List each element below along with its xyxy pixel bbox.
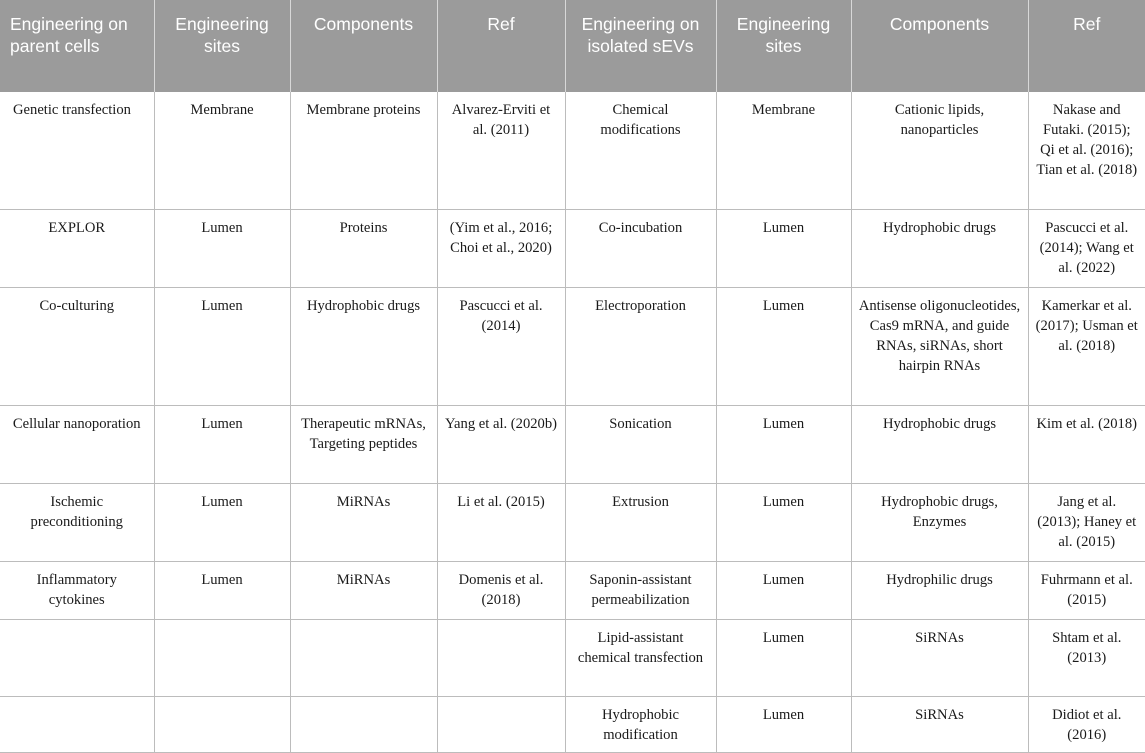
table-row [0, 561, 1145, 619]
table-cell: Li et al. (2015) [437, 483, 565, 561]
table-cell: Cellular nanoporation [0, 405, 154, 483]
table-cell [290, 696, 437, 752]
table-header [0, 0, 1145, 92]
table-cell: Pascucci et al. (2014) [437, 287, 565, 405]
table-cell: Cationic lipids, nanoparticles [851, 92, 1028, 209]
table-cell [437, 619, 565, 696]
table-cell: Didiot et al. (2016) [1028, 696, 1145, 752]
table-cell: Alvarez-Erviti et al. (2011) [437, 92, 565, 209]
header-row [0, 0, 1145, 92]
table-cell: Antisense oligonucleotides, Cas9 mRNA, and guide RNAs, siRNAs, short hairpin RNAs [851, 287, 1028, 405]
table-cell: Pascucci et al. (2014); Wang et al. (2022) [1028, 209, 1145, 287]
table-cell: Lumen [154, 287, 290, 405]
table-row [0, 209, 1145, 287]
table-cell: MiRNAs [290, 561, 437, 619]
table-cell: Therapeutic mRNAs, Targeting peptides [290, 405, 437, 483]
table-cell: Ischemic preconditioning [0, 483, 154, 561]
table-cell: Kim et al. (2018) [1028, 405, 1145, 483]
table-cell: Co-incubation [565, 209, 716, 287]
table-cell: Inflammatory cytokines [0, 561, 154, 619]
table-cell: Lumen [154, 405, 290, 483]
table-cell: Lumen [716, 696, 851, 752]
table-cell: Yang et al. (2020b) [437, 405, 565, 483]
header-ref-sevs: Ref [1028, 0, 1145, 92]
table-cell: Membrane [716, 92, 851, 209]
table-cell: Lumen [154, 561, 290, 619]
table-row [0, 619, 1145, 696]
table-cell: Lumen [716, 287, 851, 405]
table-cell: Kamerkar et al. (2017); Usman et al. (2018) [1028, 287, 1145, 405]
table-row [0, 405, 1145, 483]
table-cell: Lumen [716, 561, 851, 619]
table-cell: Genetic transfection [0, 92, 154, 209]
header-components-parent: Components [290, 0, 437, 92]
table-cell: SiRNAs [851, 696, 1028, 752]
table-cell: Hydrophobic drugs, Enzymes [851, 483, 1028, 561]
table-cell [154, 619, 290, 696]
header-components-sevs: Components [851, 0, 1028, 92]
header-engineering-on-parent-cells: Engineering on parent cells [0, 0, 154, 92]
table-cell: Extrusion [565, 483, 716, 561]
table-cell: Jang et al. (2013); Haney et al. (2015) [1028, 483, 1145, 561]
table-cell: MiRNAs [290, 483, 437, 561]
table-row [0, 92, 1145, 209]
table-cell: Domenis et al. (2018) [437, 561, 565, 619]
table-cell: Saponin-assistant permeabilization [565, 561, 716, 619]
table-cell: Lumen [716, 619, 851, 696]
table-cell: Shtam et al. (2013) [1028, 619, 1145, 696]
table-cell: Fuhrmann et al. (2015) [1028, 561, 1145, 619]
table-cell: Hydrophilic drugs [851, 561, 1028, 619]
table-cell: Hydrophobic modification [565, 696, 716, 752]
header-ref-parent: Ref [437, 0, 565, 92]
table-cell: Chemical modifications [565, 92, 716, 209]
table-cell: Lumen [716, 209, 851, 287]
table-cell [437, 696, 565, 752]
table-cell: Nakase and Futaki. (2015); Qi et al. (2016); Tian et al. (2018) [1028, 92, 1145, 209]
table-row [0, 696, 1145, 752]
table-cell: Lumen [716, 483, 851, 561]
table-cell: Co-culturing [0, 287, 154, 405]
table-cell: Electroporation [565, 287, 716, 405]
table-row [0, 483, 1145, 561]
table-cell: Membrane [154, 92, 290, 209]
table-cell: Lipid-assistant chemical transfection [565, 619, 716, 696]
header-engineering-sites-sevs: Engineering sites [716, 0, 851, 92]
table-cell [154, 696, 290, 752]
table-cell: Sonication [565, 405, 716, 483]
table-cell: Lumen [154, 483, 290, 561]
header-engineering-sites-parent: Engineering sites [154, 0, 290, 92]
table-cell: Proteins [290, 209, 437, 287]
table-cell: EXPLOR [0, 209, 154, 287]
table-cell: (Yim et al., 2016; Choi et al., 2020) [437, 209, 565, 287]
table-cell: Hydrophobic drugs [851, 405, 1028, 483]
table-cell: Lumen [154, 209, 290, 287]
table-cell: SiRNAs [851, 619, 1028, 696]
table-body [0, 92, 1145, 752]
table-cell: Hydrophobic drugs [290, 287, 437, 405]
header-engineering-on-isolated-sevs: Engineering on isolated sEVs [565, 0, 716, 92]
table-cell [290, 619, 437, 696]
table-row [0, 287, 1145, 405]
table-cell [0, 619, 154, 696]
table-cell: Hydrophobic drugs [851, 209, 1028, 287]
table-cell [0, 696, 154, 752]
table-cell: Membrane proteins [290, 92, 437, 209]
table-cell: Lumen [716, 405, 851, 483]
